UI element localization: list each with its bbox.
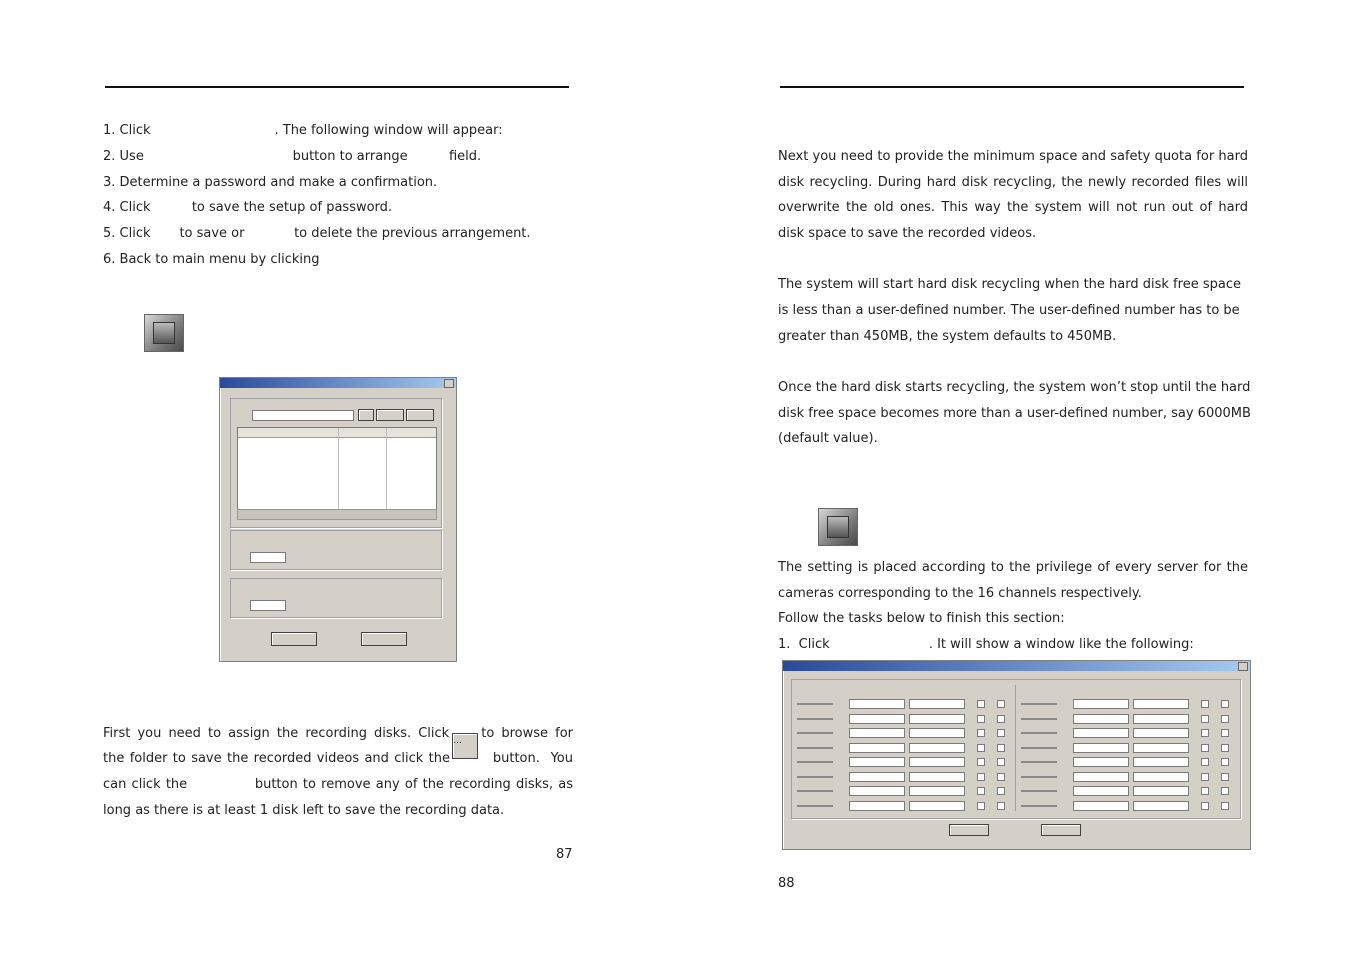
camera-name-select[interactable]: [1133, 801, 1189, 811]
page-number-left: 87: [556, 847, 573, 862]
left-paragraph-line-3: can click the button to remove any of the recording disks, as: [103, 777, 573, 792]
server-name-select[interactable]: [849, 801, 905, 811]
channel-label: [797, 776, 833, 778]
server-name-select[interactable]: [849, 772, 905, 782]
server-name-select[interactable]: [1073, 801, 1129, 811]
close-icon[interactable]: [1238, 662, 1248, 671]
page-number-right: 88: [778, 876, 795, 891]
server-name-select[interactable]: [849, 757, 905, 767]
right-p1-line-3: overwrite the old ones. This way the system will not run out of hard: [778, 200, 1248, 215]
left-paragraph-text-1a: First you need to assign the recording disks. Click: [103, 726, 450, 741]
display-checkbox[interactable]: [1201, 700, 1209, 708]
channel-label: [797, 747, 833, 749]
server-name-select[interactable]: [1073, 714, 1129, 724]
right-p2-line-3: greater than 450MB, the system defaults to 450MB.: [778, 329, 1117, 344]
camera-name-select[interactable]: [909, 714, 965, 724]
display-checkbox[interactable]: [1201, 787, 1209, 795]
camera-name-select[interactable]: [1133, 714, 1189, 724]
server-name-select[interactable]: [849, 743, 905, 753]
display-checkbox[interactable]: [977, 700, 985, 708]
camera-icon: [818, 508, 858, 546]
total-row: [237, 509, 437, 520]
right-p4-line-1: The setting is placed according to the privilege of every server for the: [778, 560, 1248, 575]
camera-name-select[interactable]: [909, 728, 965, 738]
step-1: 1. Click . The following window will appear:: [103, 123, 503, 138]
channel-label: [1021, 732, 1057, 734]
right-p3-line-2: disk free space becomes more than a user-defined number, say 6000MB: [778, 406, 1251, 421]
ok-button[interactable]: [949, 824, 989, 836]
channel-label: [1021, 747, 1057, 749]
right-p2-line-2: is less than a user-defined number. The user-defined number has to be: [778, 303, 1240, 318]
camera-name-select[interactable]: [1133, 743, 1189, 753]
camera-name-select[interactable]: [1133, 699, 1189, 709]
safety-quota-group: [230, 578, 442, 618]
channel-label: [797, 732, 833, 734]
cancel-button[interactable]: [1041, 824, 1081, 836]
record-checkbox[interactable]: [997, 700, 1005, 708]
record-checkbox[interactable]: [997, 715, 1005, 723]
server-name-select[interactable]: [849, 728, 905, 738]
right-p3-line-1: Once the hard disk starts recycling, the system won’t stop until the hard: [778, 380, 1251, 395]
server-name-select[interactable]: [1073, 772, 1129, 782]
display-checkbox[interactable]: [1201, 758, 1209, 766]
display-checkbox[interactable]: [977, 715, 985, 723]
record-checkbox[interactable]: [997, 802, 1005, 810]
record-checkbox[interactable]: [997, 773, 1005, 781]
camera-name-select[interactable]: [1133, 728, 1189, 738]
channel-label: [797, 718, 833, 720]
minimum-space-field[interactable]: [250, 552, 286, 563]
channel-label: [1021, 776, 1057, 778]
record-checkbox[interactable]: [1221, 802, 1229, 810]
right-p2-line-1: The system will start hard disk recycling when the hard disk free space: [778, 277, 1241, 292]
record-checkbox[interactable]: [997, 787, 1005, 795]
channel-label: [797, 761, 833, 763]
channel-label: [797, 805, 833, 807]
record-checkbox[interactable]: [1221, 715, 1229, 723]
display-checkbox[interactable]: [977, 758, 985, 766]
server-name-select[interactable]: [1073, 699, 1129, 709]
path-field[interactable]: [252, 410, 354, 421]
server-name-select[interactable]: [1073, 786, 1129, 796]
channel-label: [797, 703, 833, 705]
record-checkbox[interactable]: [997, 729, 1005, 737]
server-name-select[interactable]: [1073, 757, 1129, 767]
close-icon[interactable]: [444, 379, 454, 388]
display-checkbox[interactable]: [977, 773, 985, 781]
display-checkbox[interactable]: [977, 802, 985, 810]
camera-dialog-titlebar: [783, 661, 1250, 671]
camera-name-select[interactable]: [909, 699, 965, 709]
record-checkbox[interactable]: [1221, 744, 1229, 752]
right-p4-line-4: 1. Click . It will show a window like the following:: [778, 637, 1194, 652]
channel-divider: [1015, 685, 1016, 811]
record-checkbox[interactable]: [997, 744, 1005, 752]
display-checkbox[interactable]: [1201, 773, 1209, 781]
header-rule-left: [105, 86, 569, 88]
record-checkbox[interactable]: [1221, 787, 1229, 795]
right-p4-line-2: cameras corresponding to the 16 channels respectively.: [778, 586, 1142, 601]
server-name-select[interactable]: [1073, 728, 1129, 738]
cancel-button[interactable]: [361, 632, 407, 646]
right-p3-line-3: (default value).: [778, 431, 878, 446]
channel-label: [1021, 718, 1057, 720]
safety-quota-field[interactable]: [250, 600, 286, 611]
server-name-select[interactable]: [849, 699, 905, 709]
step-3: 3. Determine a password and make a confirmation.: [103, 175, 438, 190]
server-name-select[interactable]: [849, 786, 905, 796]
storage-dialog-titlebar: [220, 378, 456, 388]
channel-label: [1021, 761, 1057, 763]
left-paragraph-line-2: the folder to save the recorded videos and click the button. You: [103, 751, 573, 766]
display-checkbox[interactable]: [1201, 802, 1209, 810]
camera-name-select[interactable]: [1133, 772, 1189, 782]
add-button[interactable]: [376, 409, 404, 421]
record-checkbox[interactable]: [1221, 700, 1229, 708]
record-checkbox[interactable]: [1221, 773, 1229, 781]
right-p1-line-2: disk recycling. During hard disk recycling, the newly recorded files will: [778, 175, 1248, 190]
display-checkbox[interactable]: [1201, 715, 1209, 723]
channel-label: [1021, 703, 1057, 705]
step-6: 6. Back to main menu by clicking: [103, 252, 320, 267]
browse-button[interactable]: [358, 409, 374, 421]
storage-dialog: [219, 377, 457, 662]
ok-button[interactable]: [271, 632, 317, 646]
camera-name-select[interactable]: [909, 757, 965, 767]
step-2: 2. Use button to arrange field.: [103, 149, 482, 164]
camera-name-select[interactable]: [909, 801, 965, 811]
camera-name-select[interactable]: [909, 743, 965, 753]
display-checkbox[interactable]: [977, 744, 985, 752]
record-checkbox[interactable]: [1221, 758, 1229, 766]
camera-name-select[interactable]: [1133, 786, 1189, 796]
right-p1-line-1: Next you need to provide the minimum space and safety quota for hard: [778, 149, 1248, 164]
camera-dialog: [782, 660, 1251, 850]
header-rule-right: [780, 86, 1244, 88]
right-p1-line-4: disk space to save the recorded videos.: [778, 226, 1037, 241]
minimum-space-group: [230, 530, 442, 570]
display-checkbox[interactable]: [977, 729, 985, 737]
left-paragraph-text-1b: to browse for: [481, 726, 574, 741]
step-5: 5. Click to save or to delete the previous arrangement.: [103, 226, 531, 241]
display-checkbox[interactable]: [1201, 744, 1209, 752]
right-p4-line-3: Follow the tasks below to finish this section:: [778, 611, 1065, 626]
display-checkbox[interactable]: [977, 787, 985, 795]
browse-button-inline: ...: [452, 733, 478, 759]
server-name-select[interactable]: [849, 714, 905, 724]
record-checkbox[interactable]: [1221, 729, 1229, 737]
channel-label: [1021, 790, 1057, 792]
record-checkbox[interactable]: [997, 758, 1005, 766]
left-paragraph-line-4: long as there is at least 1 disk left to save the recording data.: [103, 803, 505, 818]
channel-label: [1021, 805, 1057, 807]
camera-name-select[interactable]: [909, 772, 965, 782]
delete-button[interactable]: [406, 409, 434, 421]
server-name-select[interactable]: [1073, 743, 1129, 753]
step-4: 4. Click to save the setup of password.: [103, 200, 393, 215]
camera-name-select[interactable]: [1133, 757, 1189, 767]
disk-list[interactable]: [237, 427, 437, 511]
channel-label: [797, 790, 833, 792]
storage-icon: [144, 314, 184, 352]
camera-name-select[interactable]: [909, 786, 965, 796]
display-checkbox[interactable]: [1201, 729, 1209, 737]
